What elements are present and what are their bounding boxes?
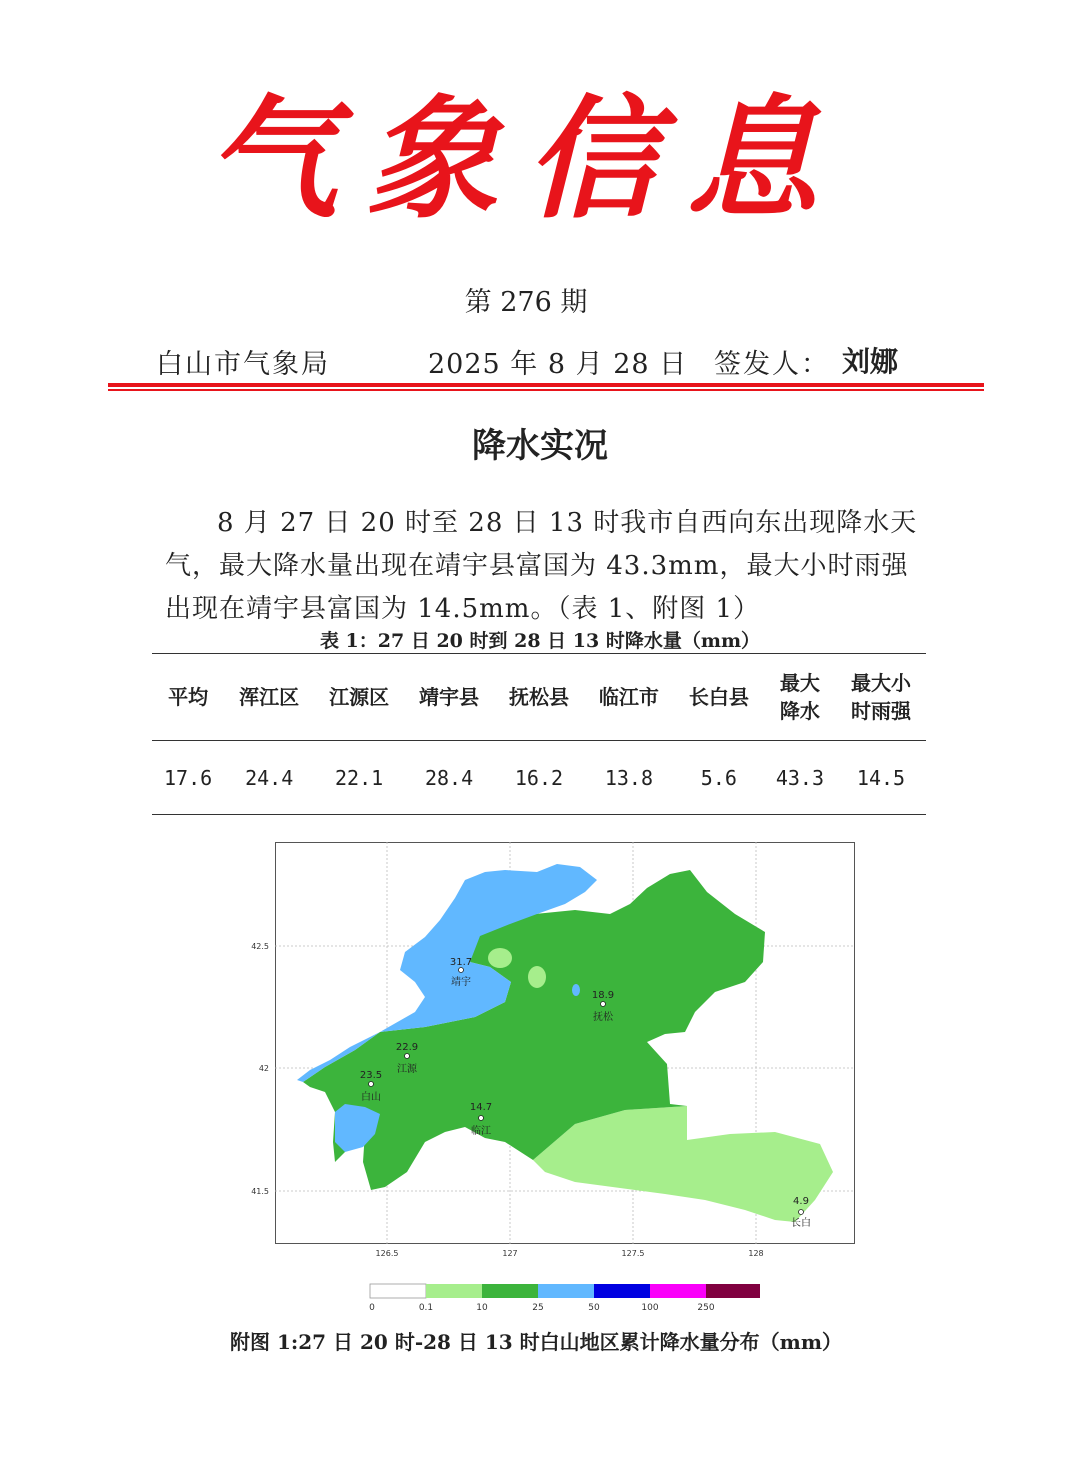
legend-label-3: 25	[532, 1303, 544, 1313]
table-header-cell	[152, 654, 224, 741]
body-paragraph	[165, 502, 925, 631]
legend-label-1: 0.1	[418, 1303, 434, 1313]
legend-labels	[369, 1303, 715, 1313]
issue-number: 第 276 期	[464, 287, 588, 318]
station-value: 4.9	[793, 1196, 809, 1207]
header-line: 浑江区	[239, 685, 300, 709]
header-line: 降水	[779, 699, 820, 723]
legend-color-boxes	[370, 1284, 760, 1298]
header-line: 平均	[168, 685, 209, 709]
masthead-title: 气象信息	[206, 82, 846, 237]
station-name: 靖宇	[451, 977, 471, 988]
table-cell: 17.6	[164, 765, 213, 790]
header-line: 长白县	[688, 685, 749, 709]
patch-light-1	[488, 948, 512, 968]
station-dot	[369, 1082, 374, 1087]
table-cell: 5.6	[700, 765, 737, 790]
station-dot	[479, 1116, 484, 1121]
station-name: 长白	[791, 1218, 811, 1229]
station-name: 江源	[397, 1064, 417, 1075]
station-value: 31.7	[449, 957, 473, 968]
station-value: 18.9	[591, 990, 615, 1001]
issue-date: 2025 年 8 月 28 日	[428, 349, 688, 380]
lon-tick-127.5: 127.5	[621, 1249, 645, 1258]
table-row	[152, 741, 926, 815]
body-paragraph-text: 8 月 27 日 20 时至 28 日 13 时我市自西向东出现降水天气，最大降水量出现在靖宇县富国为 43.3mm，最大小时雨强出现在靖宇县富国为 14.5mm。（表 1、附图 1）	[165, 508, 918, 624]
header-line: 江源区	[329, 685, 390, 709]
header-line: 临江市	[598, 685, 659, 709]
station-value: 14.7	[469, 1102, 493, 1113]
rainfall-map	[251, 842, 855, 1258]
map-legend	[360, 1282, 780, 1318]
agency-name: 白山市气象局	[156, 349, 330, 380]
header-line: 抚松县	[508, 685, 569, 709]
table-cell: 13.8	[604, 765, 653, 790]
header-line: 最大小	[851, 671, 912, 695]
table-cell: 24.4	[245, 765, 294, 790]
figure-caption: 附图 1:27 日 20 时-28 日 13 时白山地区累计降水量分布（mm）	[230, 1330, 842, 1354]
table-header-cell	[314, 654, 404, 741]
legend-label-6: 250	[697, 1303, 715, 1313]
table-cell: 16.2	[514, 765, 564, 790]
table-cell: 43.3	[775, 765, 825, 790]
station-value: 23.5	[359, 1070, 383, 1081]
legend-box-6	[706, 1284, 760, 1298]
table-cell: 14.5	[856, 765, 906, 790]
station-name: 白山	[361, 1092, 381, 1103]
legend-label-2: 10	[476, 1303, 488, 1313]
table-caption: 表 1：27 日 20 时到 28 日 13 时降水量（mm）	[319, 630, 761, 652]
lat-tick-41.5: 41.5	[251, 1187, 269, 1196]
station-dot	[405, 1054, 410, 1059]
table-header-cell	[836, 654, 926, 741]
station-name: 抚松	[593, 1012, 613, 1023]
table-header-cell	[224, 654, 314, 741]
rainfall-table	[152, 653, 926, 815]
legend-label-4: 50	[588, 1303, 600, 1313]
legend-box-0	[370, 1284, 426, 1298]
legend-box-3	[538, 1284, 594, 1298]
lon-tick-128: 128	[748, 1249, 764, 1258]
legend-box-4	[594, 1284, 650, 1298]
header-rule-thick	[108, 383, 984, 387]
table-header-cell	[584, 654, 674, 741]
station-value: 22.9	[395, 1042, 419, 1053]
lat-tick-42: 42	[258, 1064, 269, 1073]
header-line: 最大	[779, 671, 820, 695]
header-line: 靖宇县	[419, 685, 480, 709]
table-header-cell	[764, 654, 836, 741]
header-rule-thin	[108, 389, 984, 391]
legend-label-0: 0	[369, 1303, 375, 1313]
station-dot	[601, 1002, 606, 1007]
table-cell: 22.1	[335, 765, 384, 790]
section-title: 降水实况	[472, 426, 608, 466]
legend-label-5: 100	[641, 1303, 659, 1313]
legend-box-5	[650, 1284, 706, 1298]
table-header-cell	[494, 654, 584, 741]
station-dot	[799, 1210, 804, 1215]
station-dot	[459, 968, 464, 973]
table-header-cell	[404, 654, 494, 741]
patch-light-2	[528, 966, 546, 988]
table-cell: 28.4	[424, 765, 474, 790]
signer-name: 刘娜	[842, 345, 899, 378]
station-name: 临江	[471, 1126, 491, 1137]
signer-label: 签发人：	[714, 349, 830, 380]
lon-tick-127: 127	[502, 1249, 518, 1258]
legend-box-1	[426, 1284, 482, 1298]
patch-blue-1	[572, 984, 580, 996]
table-header-row	[152, 654, 926, 741]
lon-tick-126.5: 126.5	[375, 1249, 399, 1258]
header-line: 时雨强	[851, 699, 912, 723]
legend-box-2	[482, 1284, 538, 1298]
lat-tick-42.5: 42.5	[251, 942, 269, 951]
table-header-cell	[674, 654, 764, 741]
